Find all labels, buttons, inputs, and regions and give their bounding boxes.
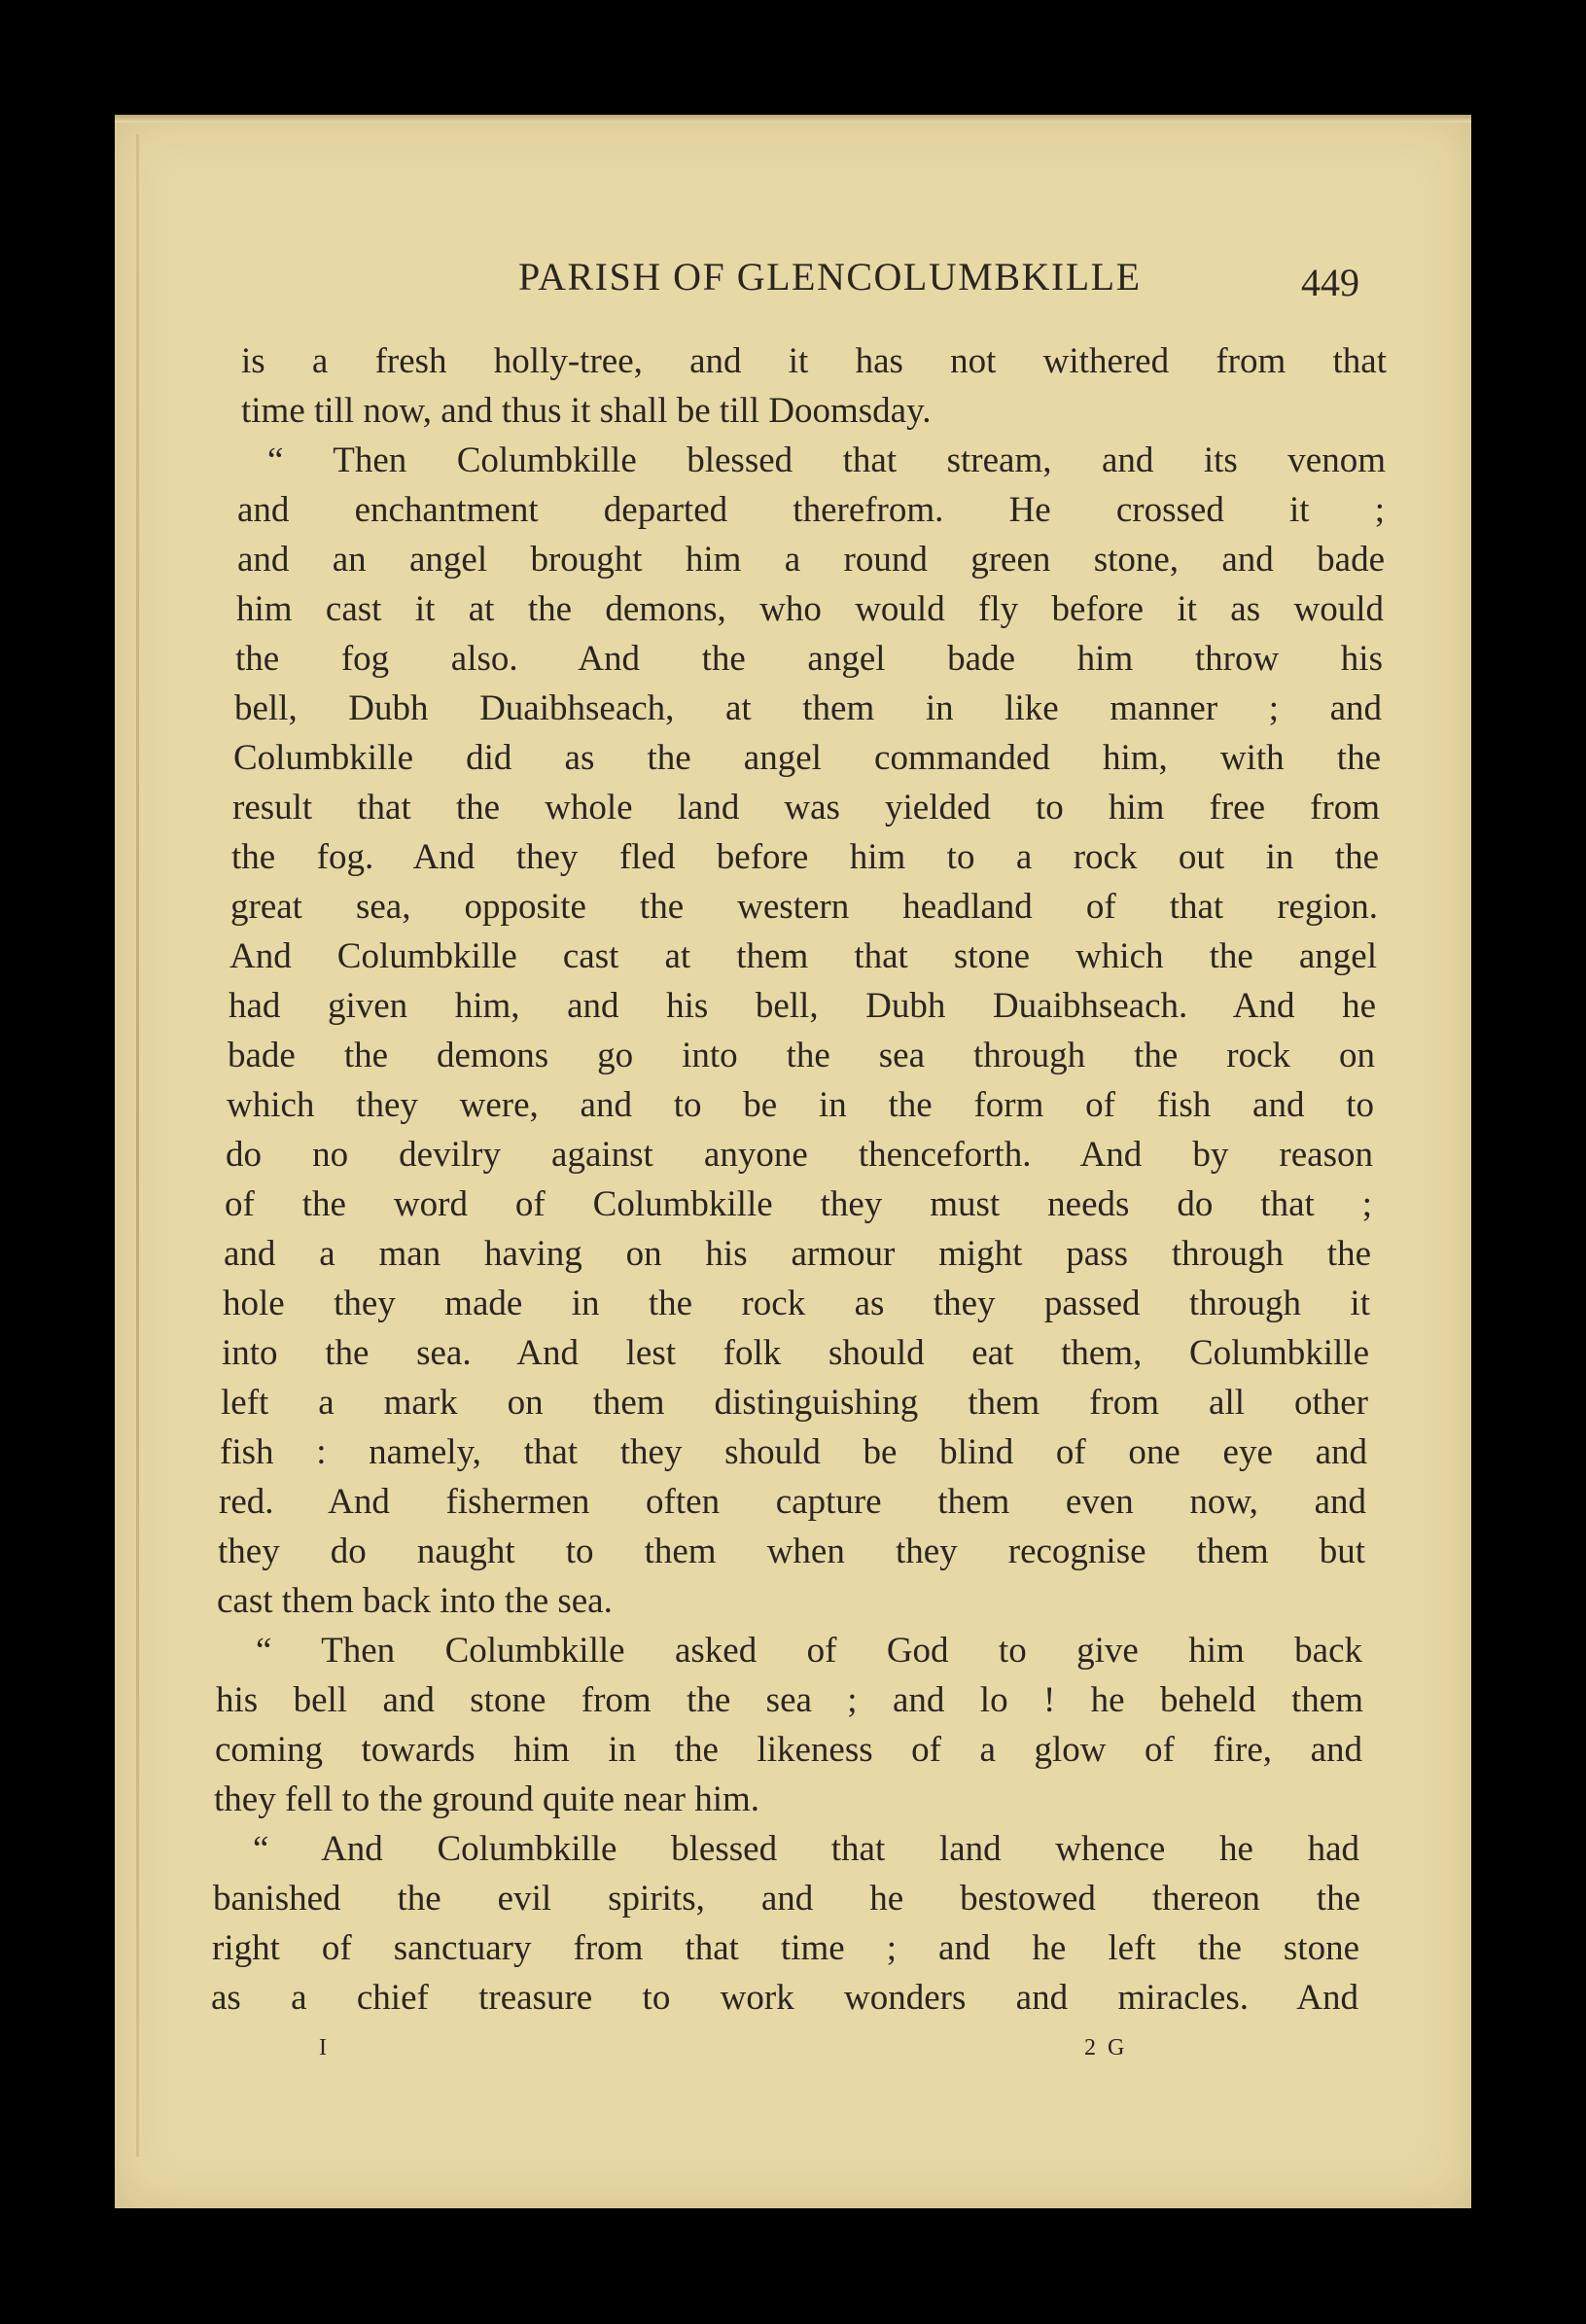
text-line: they fell to the ground quite near him.	[214, 1779, 760, 1819]
text-line: and a man having on his armour might pass through the	[224, 1234, 1371, 1274]
text-line: the fog. And they fled before him to a rock out in the	[231, 837, 1379, 877]
text-line: hole they made in the rock as they passed through it	[223, 1284, 1370, 1323]
text-line: him cast it at the demons, who would fly before it as would	[236, 589, 1384, 629]
text-line: do no devilry against anyone thenceforth. And by reason	[226, 1135, 1373, 1175]
text-line: great sea, opposite the western headland of that region.	[230, 887, 1378, 927]
text-line: they do naught to them when they recognise them but	[218, 1532, 1365, 1571]
text-line: time till now, and thus it shall be till Doomsday.	[241, 391, 932, 431]
page-number: 449	[1301, 261, 1359, 304]
text-line: the fog also. And the angel bade him throw his	[235, 639, 1383, 679]
body-text	[115, 115, 1471, 2208]
text-line: coming towards him in the likeness of a glow of fire, and	[215, 1730, 1362, 1770]
text-line: result that the whole land was yielded to him free from	[232, 788, 1380, 827]
signature-left: I	[319, 2035, 330, 2060]
text-line: banished the evil spirits, and he bestowed thereon the	[213, 1879, 1360, 1919]
text-line: “ Then Columbkille asked of God to give him back	[256, 1631, 1362, 1671]
text-line: is a fresh holly-tree, and it has not withered from that	[241, 341, 1387, 381]
text-line: right of sanctuary from that time ; and he left the stone	[212, 1928, 1359, 1968]
text-line: fish : namely, that they should be blind of one eye and	[220, 1432, 1367, 1472]
text-line: had given him, and his bell, Dubh Duaibhseach. And he	[229, 986, 1376, 1026]
text-line: And Columbkille cast at them that stone which the angel	[229, 936, 1377, 976]
book-page	[115, 115, 1471, 2208]
text-line: which they were, and to be in the form of fish and to	[227, 1085, 1374, 1125]
text-line: and an angel brought him a round green stone, and bade	[237, 540, 1385, 580]
text-line: left a mark on them distinguishing them from all other	[221, 1383, 1368, 1423]
text-line: bade the demons go into the sea through the rock on	[228, 1036, 1375, 1075]
running-head-title: PARISH OF GLENCOLUMBKILLE	[518, 255, 1142, 299]
text-line: “ Then Columbkille blessed that stream, and its venom	[267, 440, 1386, 480]
text-line: into the sea. And lest folk should eat them, Columbkille	[222, 1333, 1369, 1373]
text-line: his bell and stone from the sea ; and lo ! he beheld them	[216, 1680, 1363, 1720]
text-line: cast them back into the sea.	[217, 1581, 613, 1621]
signature-mark: 2 G	[1084, 2035, 1128, 2060]
text-line: bell, Dubh Duaibhseach, at them in like manner ; and	[234, 688, 1382, 728]
text-line: of the word of Columbkille they must needs do that ;	[225, 1184, 1372, 1224]
text-line: “ And Columbkille blessed that land whence he had	[253, 1829, 1359, 1869]
text-line: and enchantment departed therefrom. He crossed it ;	[237, 490, 1385, 530]
text-line: Columbkille did as the angel commanded him, with the	[233, 738, 1381, 778]
text-line: as a chief treasure to work wonders and miracles. And	[211, 1978, 1358, 2018]
text-line: red. And fishermen often capture them even now, and	[219, 1482, 1366, 1522]
